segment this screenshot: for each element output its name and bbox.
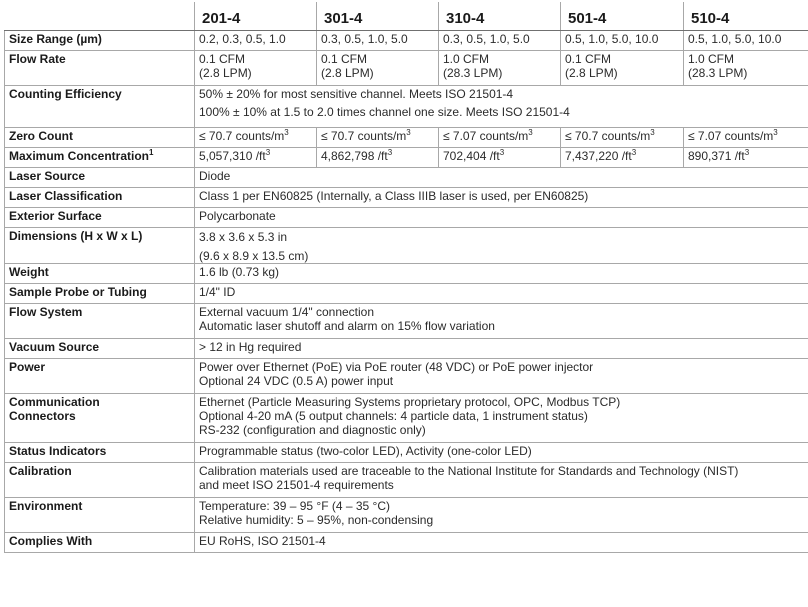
- communication-value: [195, 394, 808, 443]
- max-concentration-row: [5, 148, 808, 168]
- calibration-row: [5, 463, 808, 498]
- row-label: Vacuum Source: [5, 339, 195, 359]
- zero-count-value: ≤ 70.7 counts/$m^3$: [561, 128, 684, 148]
- flow-system-line: External vacuum 1/4" connection: [199, 305, 804, 319]
- size-range-value: 0.5, 1.0, 5.0, 10.0: [561, 31, 684, 51]
- communication-line: RS-232 (configuration and diagnostic only): [199, 423, 804, 437]
- flow-rate-row: [5, 51, 808, 86]
- row-label: Counting Efficiency: [5, 86, 195, 128]
- specifications-table: [4, 2, 808, 553]
- size-range-value: 0.5, 1.0, 5.0, 10.0: [684, 31, 808, 51]
- flow-cfm: 1.0 CFM: [688, 52, 804, 66]
- laser-classification-value: Class 1 per EN60825 (Internally, a Class IIIB laser is used, per EN60825): [195, 188, 808, 208]
- efficiency-line: 50% ± 20% for most sensitive channel. Meets ISO 21501-4: [199, 87, 804, 101]
- vacuum-source-value: > 12 in Hg required: [195, 339, 808, 359]
- row-label: Laser Classification: [5, 188, 195, 208]
- zero-count-value: ≤ 70.7 counts/$m^3$: [317, 128, 439, 148]
- weight-value: 1.6 lb (0.73 kg): [195, 264, 808, 284]
- zero-count-row: [5, 128, 808, 148]
- row-label: Maximum Concentration$^1$: [5, 148, 195, 168]
- row-label: Calibration: [5, 463, 195, 498]
- communication-row: [5, 394, 808, 443]
- max-concentration-value: 702,404 $/ft^3$: [439, 148, 561, 168]
- row-label: Weight: [5, 264, 195, 284]
- flow-rate-value: [561, 51, 684, 86]
- max-concentration-value: 4,862,798 $/ft^3$: [317, 148, 439, 168]
- flow-system-value: [195, 304, 808, 339]
- zero-count-value: ≤ 7.07 counts/$m^3$: [439, 128, 561, 148]
- counting-efficiency-value: [195, 86, 808, 128]
- flow-system-row: [5, 304, 808, 339]
- environment-line: Temperature: 39 – 95 °F (4 – 35 °C): [199, 499, 804, 513]
- dimensions-cm: (9.6 x 8.9 x 13.5 cm): [199, 249, 804, 263]
- header-corner: [5, 2, 195, 31]
- power-row: [5, 359, 808, 394]
- max-concentration-value: 7,437,220 $/ft^3$: [561, 148, 684, 168]
- model-header: 201-4: [195, 2, 317, 31]
- flow-rate-value: [317, 51, 439, 86]
- status-indicators-value: Programmable status (two-color LED), Activity (one-color LED): [195, 443, 808, 463]
- flow-rate-value: [195, 51, 317, 86]
- communication-line: Ethernet (Particle Measuring Systems proprietary protocol, OPC, Modbus TCP): [199, 395, 804, 409]
- row-label: Flow System: [5, 304, 195, 339]
- max-concentration-value: 5,057,310 $/ft^3$: [195, 148, 317, 168]
- communication-line: Optional 4-20 mA (5 output channels: 4 particle data, 1 instrument status): [199, 409, 804, 423]
- size-range-value: 0.2, 0.3, 0.5, 1.0: [195, 31, 317, 51]
- model-header: 301-4: [317, 2, 439, 31]
- sample-probe-value: 1/4" ID: [195, 284, 808, 304]
- weight-row: [5, 264, 808, 284]
- vacuum-source-row: [5, 339, 808, 359]
- dimensions-inches: 3.8 x 3.6 x 5.3 in: [199, 230, 804, 244]
- row-label: Complies With: [5, 533, 195, 553]
- laser-classification-row: [5, 188, 808, 208]
- row-label: Size Range (µm): [5, 31, 195, 51]
- model-header: 510-4: [684, 2, 808, 31]
- row-label: Power: [5, 359, 195, 394]
- power-line: Power over Ethernet (PoE) via PoE router (48 VDC) or PoE power injector: [199, 360, 804, 374]
- row-label: Status Indicators: [5, 443, 195, 463]
- flow-lpm: (2.8 LPM): [321, 66, 434, 80]
- efficiency-line: 100% ± 10% at 1.5 to 2.0 times channel one size. Meets ISO 21501-4: [199, 105, 804, 119]
- model-header-row: [5, 2, 808, 31]
- counting-efficiency-row: [5, 86, 808, 128]
- status-indicators-row: [5, 443, 808, 463]
- size-range-value: 0.3, 0.5, 1.0, 5.0: [439, 31, 561, 51]
- flow-rate-value: [684, 51, 808, 86]
- flow-system-line: Automatic laser shutoff and alarm on 15% flow variation: [199, 319, 804, 333]
- flow-cfm: 0.1 CFM: [199, 52, 312, 66]
- dimensions-row: [5, 228, 808, 264]
- complies-with-value: EU RoHS, ISO 21501-4: [195, 533, 808, 553]
- calibration-line: Calibration materials used are traceable to the National Institute for Standards and Technology (NIST): [199, 464, 804, 478]
- power-value: [195, 359, 808, 394]
- flow-lpm: (2.8 LPM): [565, 66, 679, 80]
- size-range-value: 0.3, 0.5, 1.0, 5.0: [317, 31, 439, 51]
- flow-cfm: 1.0 CFM: [443, 52, 556, 66]
- flow-lpm: (28.3 LPM): [688, 66, 804, 80]
- flow-cfm: 0.1 CFM: [565, 52, 679, 66]
- environment-line: Relative humidity: 5 – 95%, non-condensing: [199, 513, 804, 527]
- flow-lpm: (2.8 LPM): [199, 66, 312, 80]
- exterior-surface-row: [5, 208, 808, 228]
- complies-with-row: [5, 533, 808, 553]
- calibration-line: and meet ISO 21501-4 requirements: [199, 478, 804, 492]
- power-line: Optional 24 VDC (0.5 A) power input: [199, 374, 804, 388]
- row-label: Environment: [5, 498, 195, 533]
- environment-row: [5, 498, 808, 533]
- row-label: Flow Rate: [5, 51, 195, 86]
- model-header: 501-4: [561, 2, 684, 31]
- laser-source-value: Diode: [195, 168, 808, 188]
- calibration-value: [195, 463, 808, 498]
- flow-rate-value: [439, 51, 561, 86]
- laser-source-row: [5, 168, 808, 188]
- dimensions-value: [195, 228, 808, 264]
- row-label: Exterior Surface: [5, 208, 195, 228]
- flow-cfm: 0.1 CFM: [321, 52, 434, 66]
- environment-value: [195, 498, 808, 533]
- model-header: 310-4: [439, 2, 561, 31]
- row-label: Sample Probe or Tubing: [5, 284, 195, 304]
- row-label: Zero Count: [5, 128, 195, 148]
- exterior-surface-value: Polycarbonate: [195, 208, 808, 228]
- zero-count-value: ≤ 70.7 counts/$m^3$: [195, 128, 317, 148]
- flow-lpm: (28.3 LPM): [443, 66, 556, 80]
- sample-probe-row: [5, 284, 808, 304]
- max-concentration-value: 890,371 $/ft^3$: [684, 148, 808, 168]
- size-range-row: [5, 31, 808, 51]
- zero-count-value: ≤ 7.07 counts/$m^3$: [684, 128, 808, 148]
- row-label: Laser Source: [5, 168, 195, 188]
- row-label: Dimensions (H x W x L): [5, 228, 195, 264]
- row-label: Communication Connectors: [5, 394, 195, 443]
